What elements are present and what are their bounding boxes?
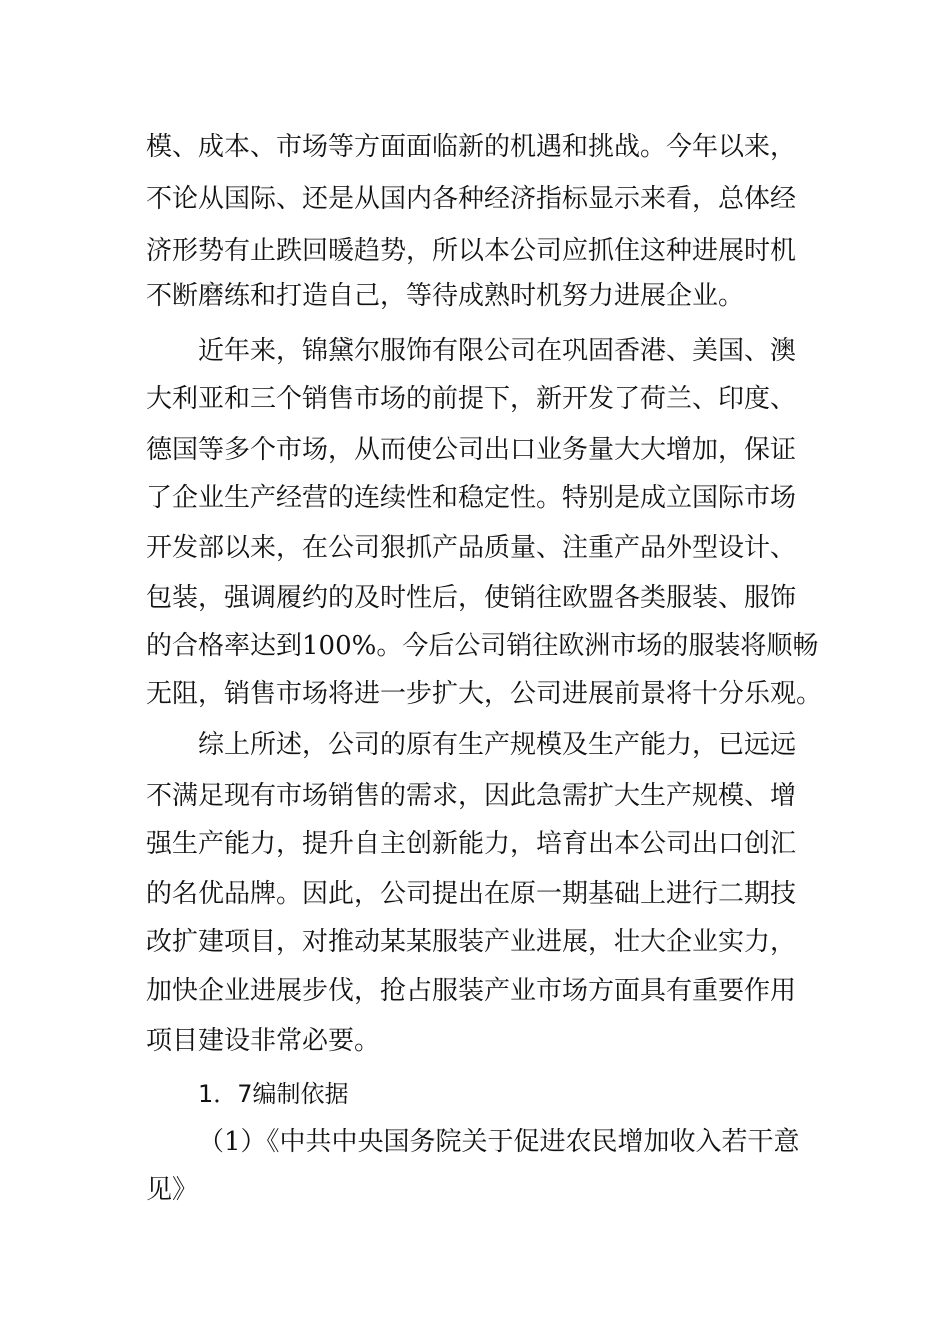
paragraph-2-line-3: 德国等多个市场，从而使公司出口业务量大大增加，保证	[146, 435, 797, 465]
paragraph-2-line-6: 包装，强调履约的及时性后，使销往欧盟各类服装、服饰	[146, 583, 797, 613]
paragraph-3-line-6: 加快企业进展步伐，抢占服装产业市场方面具有重要作用	[146, 976, 797, 1006]
paragraph-1-line-4: 不断磨练和打造自己，等待成熟时机努力进展企业。	[146, 281, 745, 311]
paragraph-1-line-3: 济形势有止跌回暖趋势，所以本公司应抓住这种进展时机	[146, 236, 797, 266]
paragraph-2-line-2: 大利亚和三个销售市场的前提下，新开发了荷兰、印度、	[146, 384, 797, 414]
section-heading: 1．7编制依据	[198, 1080, 349, 1108]
paragraph-3-line-3: 强生产能力，提升自主创新能力，培育出本公司出口创汇	[146, 829, 797, 859]
paragraph-3-line-7: 项目建设非常必要。	[146, 1026, 381, 1056]
paragraph-2-line-4: 了企业生产经营的连续性和稳定性。特别是成立国际市场	[146, 483, 797, 513]
paragraph-3-line-2: 不满足现有市场销售的需求，因此急需扩大生产规模、增	[146, 781, 797, 811]
paragraph-2-line-5: 开发部以来，在公司狠抓产品质量、注重产品外型设计、	[146, 533, 797, 563]
paragraph-2-line-1: 近年来，锦黛尔服饰有限公司在巩固香港、美国、澳	[198, 336, 797, 366]
list-item-1-line-1: （1）《中共中央国务院关于促进农民增加收入若干意	[198, 1127, 800, 1157]
paragraph-3-line-4: 的名优品牌。因此，公司提出在原一期基础上进行二期技	[146, 879, 797, 909]
paragraph-3-line-1: 综上所述，公司的原有生产规模及生产能力，已远远	[198, 730, 797, 760]
paragraph-2-line-8: 无阻，销售市场将进一步扩大，公司进展前景将十分乐观。	[146, 679, 823, 709]
list-item-1-line-2: 见》	[146, 1175, 199, 1205]
paragraph-1-line-1: 模、成本、市场等方面面临新的机遇和挑战。今年以来，	[146, 132, 797, 162]
paragraph-1-line-2: 不论从国际、还是从国内各种经济指标显示来看，总体经	[146, 184, 797, 214]
paragraph-2-line-7: 的合格率达到100%。今后公司销往欧洲市场的服装将顺畅	[146, 631, 819, 661]
paragraph-3-line-5: 改扩建项目，对推动某某服装产业进展，壮大企业实力，	[146, 927, 797, 957]
